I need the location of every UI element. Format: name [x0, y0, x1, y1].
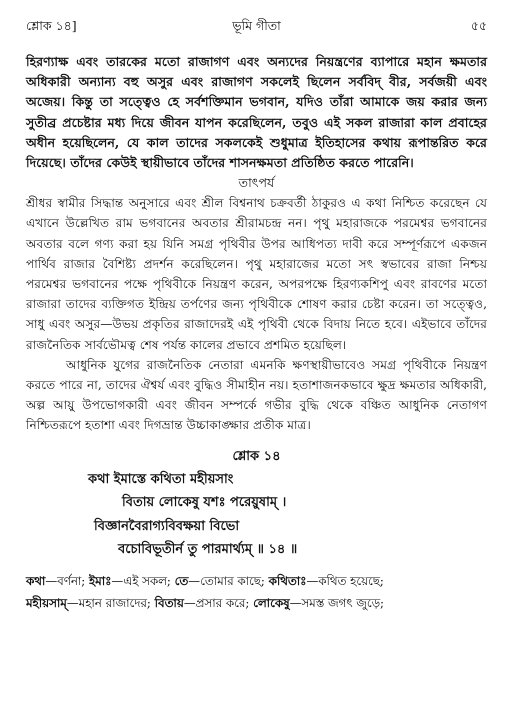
purport-paragraph-1: শ্রীধর স্বামীর সিদ্ধান্ত অনুসারে এবং শ্রীল বিশ্বনাথ চক্রবর্তী ঠাকুরও এ কথা নিশ্চিত করেছেন যে এখানে উল্লেখিত রাম ভগবানের অবতার শ্রীরামচন্দ্র নন। পৃথু মহারাজকে পরমেশ্বর ভগবানের অবতার বলে গণ্য করা হয় যিনি সমগ্র পৃথিবীর উপর আধিপত্য দাবী করে সম্পূর্ণরূপে একজন পার্থিব রাজার বৈশিষ্ট্য প্রদর্শন করেছিলেন। পৃথু মহারাজের মতো সৎ স্বভাবের রাজা নিশ্চয় পরমেশ্বর ভগবানের পক্ষে পৃথিবীকে নিয়ন্ত্রণ করেন, অপরপক্ষে হিরণ্যকশিপু এবং রাবণের মতো রাজারা তাদের ব্যক্তিগত ইন্দ্রিয় তর্পণের জন্য পৃথিবীকে শোষণ করার চেষ্টা করেন। তা সত্ত্বেও, সাধু এবং অসুর—উভয় প্রকৃতির রাজাদেরই এই পৃথিবী থেকে বিদায় নিতে হবে। এইভাবে তাঁদের রাজনৈতিক সার্বভৌমত্ব শেষ পর্যন্ত কালের প্রভাবে প্রশমিত হয়েছিল। — [26, 196, 487, 352]
synonym-meaning: —সমস্ত জগৎ জুড়ে; — [289, 595, 384, 610]
synonyms-line — [26, 592, 487, 614]
purport-section — [26, 173, 487, 435]
synonyms-section — [26, 570, 487, 614]
synonyms-line — [26, 570, 487, 592]
chapter-reference: শ্লোক ১৪] — [26, 18, 77, 33]
synonym-word: লোকেষু — [253, 595, 290, 610]
synonym-word: ইমাঃ — [89, 573, 112, 588]
synonym-word: মহীয়সাম্‌ — [26, 595, 67, 610]
synonym-word: কথা — [26, 573, 46, 588]
synonym-word: কথিতাঃ — [268, 573, 307, 588]
verse-heading: শ্লোক ১৪ — [232, 448, 281, 464]
synonym-meaning: —বর্ণনা; — [45, 573, 90, 588]
page-number: ৫৫ — [470, 18, 487, 33]
synonym-word: তে — [174, 573, 189, 588]
verse-text — [26, 468, 487, 562]
translation-paragraph: হিরণ্যাক্ষ এবং তারকের মতো রাজাগণ এবং অন্যদের নিয়ন্ত্রণের ব্যাপারে মহান ক্ষমতার অধিকারী অন্যান্য বহু অসুর এবং রাজাগণ সকলেই ছিলেন সর্ববিদ্‌ বীর, সর্বজয়ী এবং অজেয়। কিন্তু তা সত্ত্বেও হে সর্বশক্তিমান ভগবান, যদিও তাঁরা আমাকে জয় করার জন্য সুতীব্র প্রচেষ্টার মধ্য দিয়ে জীবন যাপন করেছিলেন, তবুও এই সকল রাজারা কাল প্রবাহের অধীন হয়েছিলেন, যে কাল তাদের সকলকেই শুধুমাত্র ইতিহাসের কথায় রূপান্তরিত করে দিয়েছে। তাঁদের কেউই স্থায়ীভাবে তাঁদের শাসনক্ষমতা প্রতিষ্ঠিত করতে পারেনি। — [26, 54, 487, 171]
page-header — [26, 18, 487, 36]
running-title: ভূমি গীতা — [232, 18, 281, 33]
verse-line-3: বিজ্ঞানবৈরাগ্যবিবক্ষয়া বিভো — [94, 518, 240, 534]
synonym-meaning: —প্রসার করে; — [183, 595, 254, 610]
page-body — [26, 52, 487, 614]
purport-paragraph-2: আধুনিক যুগের রাজনৈতিক নেতারা এমনকি ক্ষণস্থায়ীভাবেও সমগ্র পৃথিবীকে নিয়ন্ত্রণ করতে পারে না, তাদের ঐশ্বর্য এবং বুদ্ধিও সীমাহীন নয়। হতাশাজনকভাবে ক্ষুদ্র ক্ষমতার অধিকারী, অল্প আয়ু উপভোগকারী এবং জীবন সম্পর্কে গভীর বুদ্ধি থেকে বঞ্চিত আধুনিক নেতাগণ নিশ্চিতরূপে হতাশা এবং দিগভ্রান্ত উচ্চাকাঙ্ক্ষার প্রতীক মাত্র। — [26, 357, 487, 433]
synonym-meaning: —মহান রাজাদের; — [66, 595, 155, 610]
verse-line-1: কথা ইমাস্তে কথিতা মহীয়সাং — [88, 471, 234, 487]
synonym-meaning: —কথিত হয়েছে; — [306, 573, 384, 588]
verse-line-2: বিতায় লোকেষু যশঃ পরেয়ুষাম্‌ । — [122, 495, 287, 511]
synonym-meaning: —এই সকল; — [111, 573, 175, 588]
synonym-word: বিতায় — [154, 595, 184, 610]
synonym-meaning: —তোমার কাছে; — [188, 573, 269, 588]
purport-heading: তাৎপর্য — [238, 175, 275, 191]
verse-line-4: বচোবিভূতীর্ন তু পারমার্থ্যম্‌ ॥ ১৪ ॥ — [118, 542, 298, 558]
